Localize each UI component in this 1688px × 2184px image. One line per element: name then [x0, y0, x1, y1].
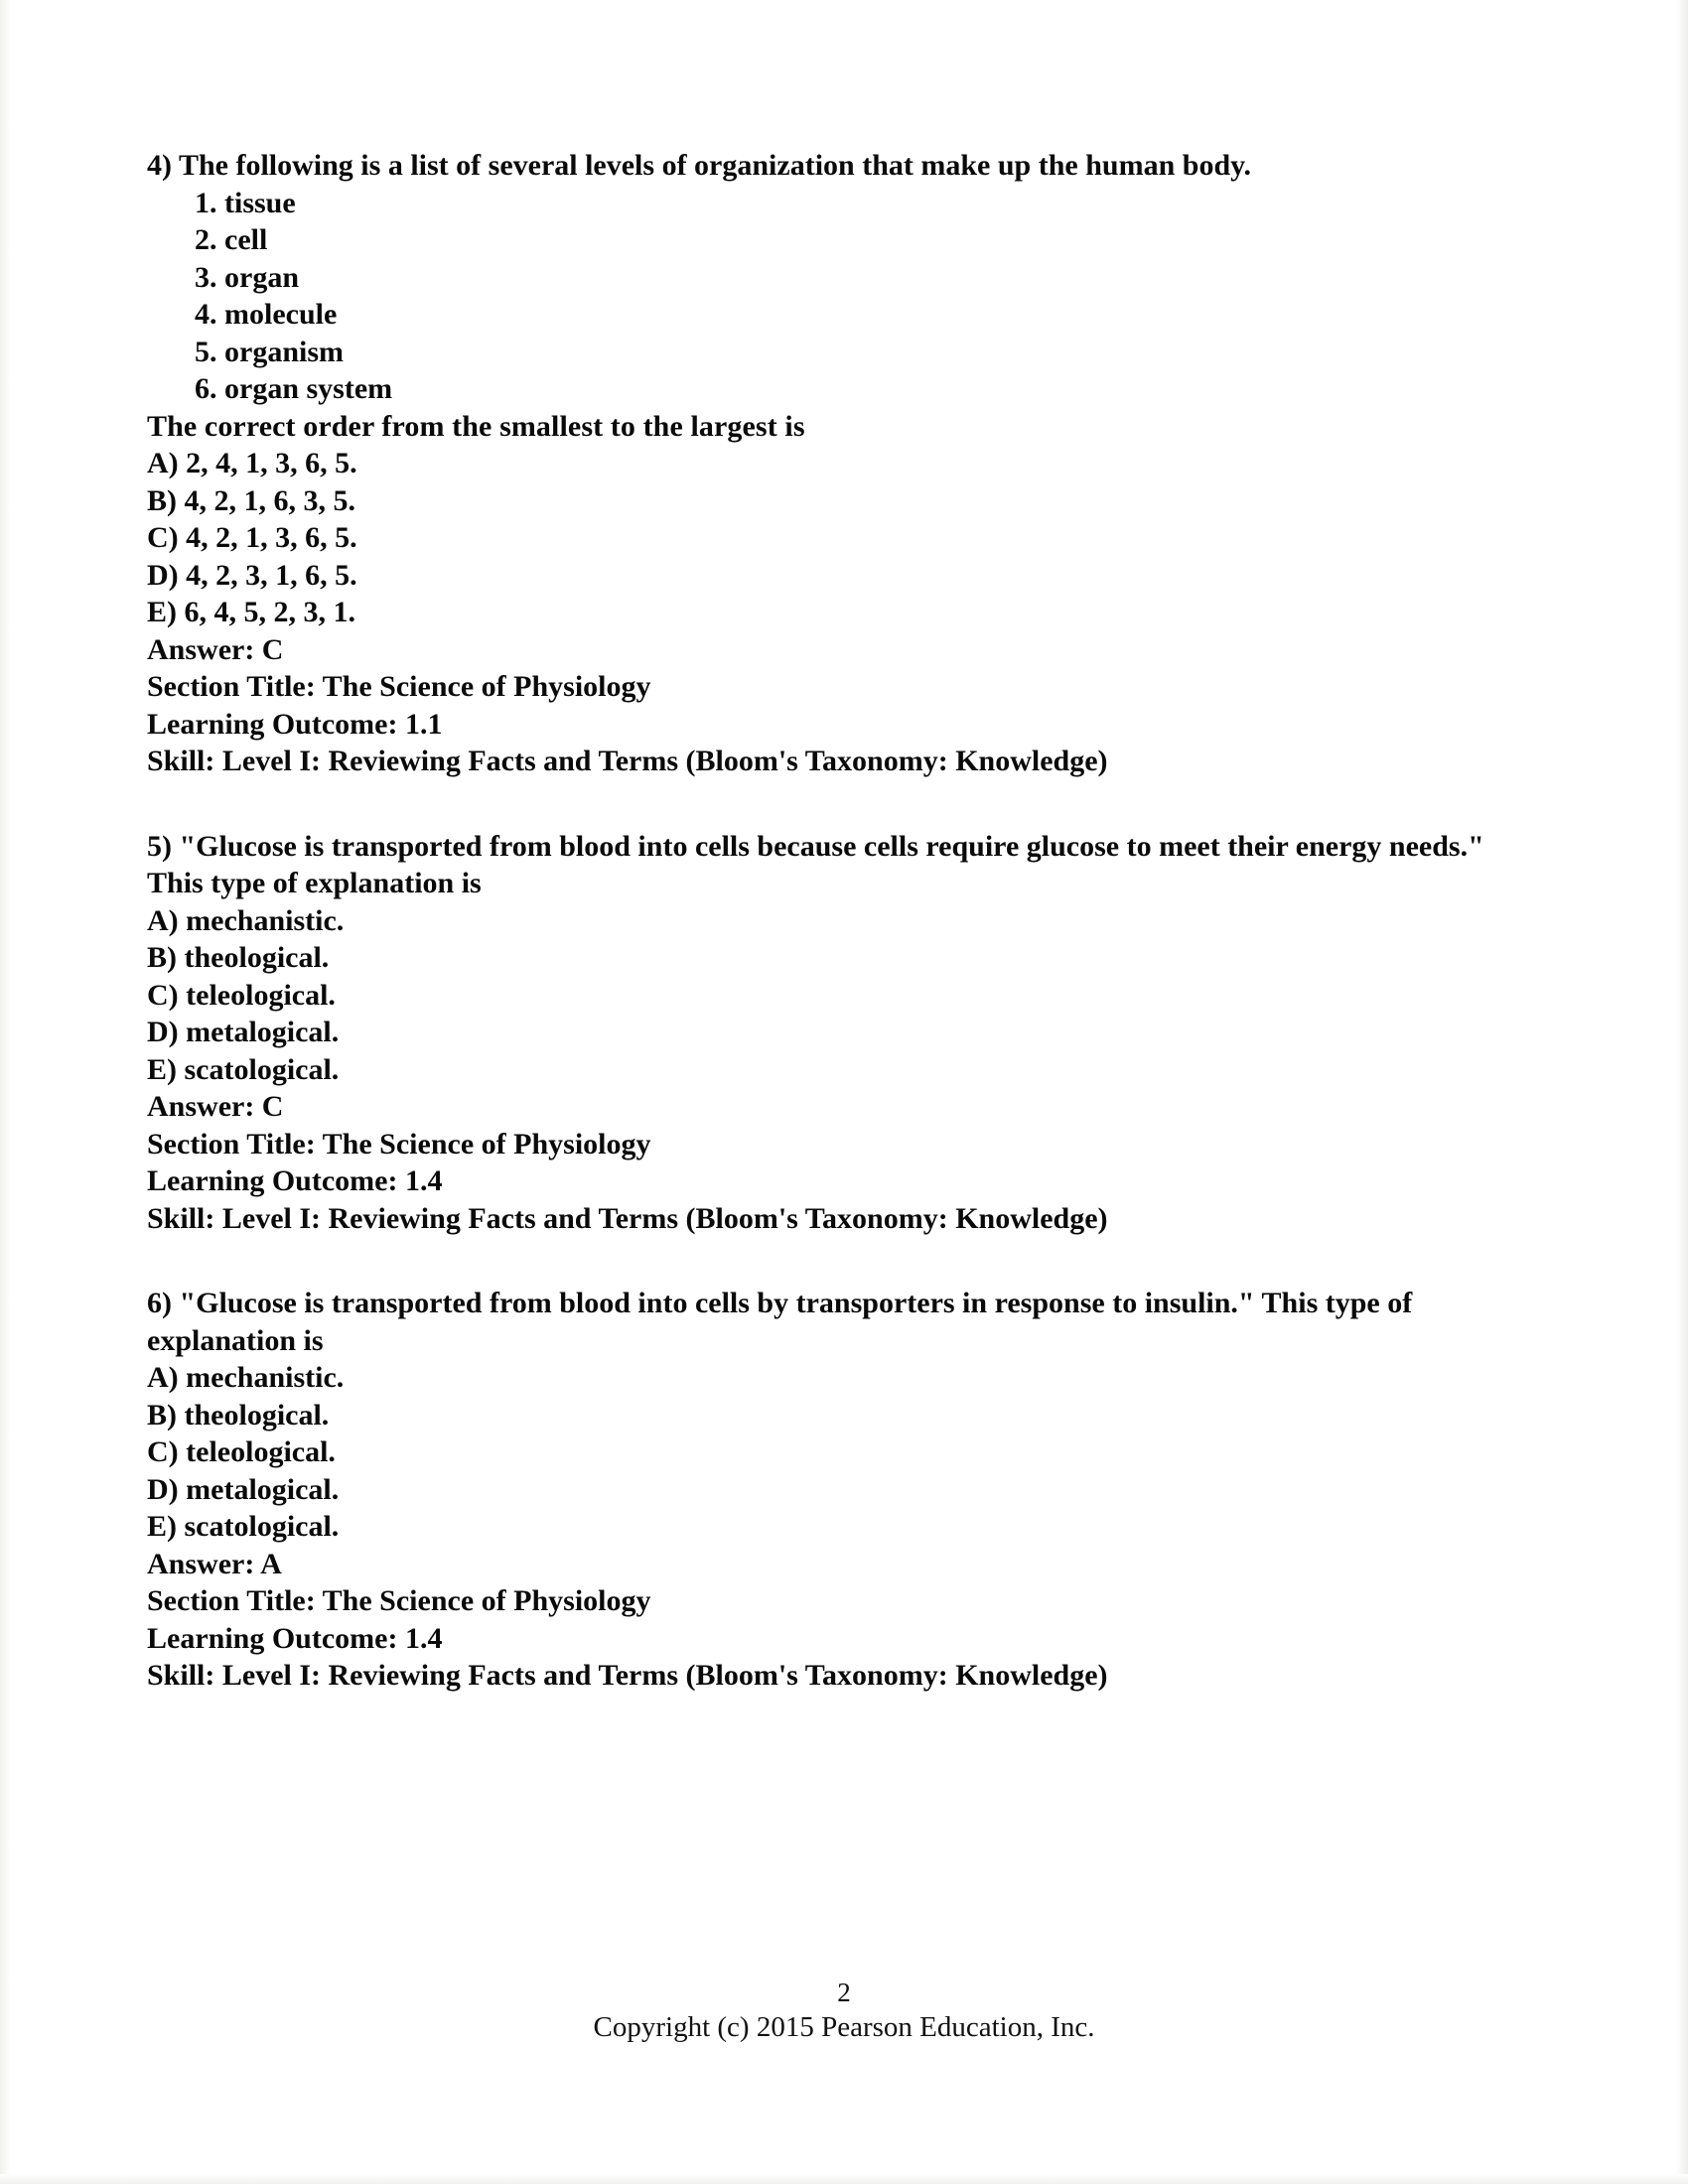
skill-line: Skill: Level I: Reviewing Facts and Terms (Bloom's Taxonomy: Knowledge) [147, 1201, 1108, 1235]
answer-option-b: B) theological. [147, 941, 330, 974]
answer-option-a: A) mechanistic. [147, 1361, 345, 1394]
answer-option-d: D) metalogical. [147, 1472, 340, 1506]
question-stem: 5) "Glucose is transported from blood into cells because cells require glucose to meet their energy needs." This type of explanation is [147, 829, 1484, 899]
answer-line: Answer: A [147, 1547, 282, 1580]
page-footer [0, 1976, 1688, 2045]
question-stem: 6) "Glucose is transported from blood into cells by transporters in response to insulin." This type of explanation is [147, 1287, 1413, 1357]
answer-option-d: D) metalogical. [147, 1016, 340, 1048]
answer-option-a: A) 2, 4, 1, 3, 6, 5. [147, 447, 357, 479]
learning-outcome-line: Learning Outcome: 1.4 [147, 1621, 443, 1655]
sublist-item: 4. molecule [195, 298, 338, 331]
scan-edge-bottom [0, 2174, 1688, 2184]
sublist-item: 3. organ [195, 260, 299, 294]
sublist-item: 6. organ system [195, 372, 393, 405]
block-spacer [147, 1237, 1537, 1285]
question-block-4 [147, 147, 1537, 780]
answer-option-e: E) 6, 4, 5, 2, 3, 1. [147, 596, 355, 628]
document-body [147, 147, 1537, 1695]
learning-outcome-line: Learning Outcome: 1.1 [147, 707, 443, 741]
question-block-6 [147, 1285, 1537, 1695]
block-spacer [147, 780, 1537, 828]
question-stem: 4) The following is a list of several levels of organization that make up the human body. [147, 149, 1251, 182]
question-sublist [147, 185, 1537, 408]
answer-option-c: C) teleological. [147, 1435, 336, 1468]
skill-line: Skill: Level I: Reviewing Facts and Terms (Bloom's Taxonomy: Knowledge) [147, 745, 1108, 777]
answer-line: Answer: C [147, 632, 284, 666]
question-prompt: The correct order from the smallest to the largest is [147, 409, 805, 443]
section-title-line: Section Title: The Science of Physiology [147, 1127, 651, 1160]
answer-option-a: A) mechanistic. [147, 903, 345, 937]
question-block-5 [147, 828, 1537, 1238]
page-number: 2 [837, 1978, 851, 2007]
answer-option-e: E) scatological. [147, 1510, 340, 1543]
answer-option-e: E) scatological. [147, 1052, 340, 1086]
answer-line: Answer: C [147, 1090, 284, 1123]
sublist-item: 5. organism [195, 335, 344, 368]
answer-option-c: C) 4, 2, 1, 3, 6, 5. [147, 521, 357, 554]
learning-outcome-line: Learning Outcome: 1.4 [147, 1164, 443, 1197]
answer-option-b: B) theological. [147, 1398, 330, 1432]
section-title-line: Section Title: The Science of Physiology [147, 1584, 651, 1617]
answer-option-c: C) teleological. [147, 978, 336, 1012]
scan-edge-left [0, 0, 10, 2184]
copyright-notice: Copyright (c) 2015 Pearson Education, Inc. [593, 2011, 1095, 2043]
scan-edge-right [1676, 0, 1688, 2184]
answer-option-b: B) 4, 2, 1, 6, 3, 5. [147, 483, 355, 517]
sublist-item: 2. cell [195, 223, 268, 256]
skill-line: Skill: Level I: Reviewing Facts and Terms (Bloom's Taxonomy: Knowledge) [147, 1659, 1108, 1692]
sublist-item: 1. tissue [195, 186, 296, 219]
answer-option-d: D) 4, 2, 3, 1, 6, 5. [147, 558, 357, 592]
section-title-line: Section Title: The Science of Physiology [147, 670, 651, 703]
